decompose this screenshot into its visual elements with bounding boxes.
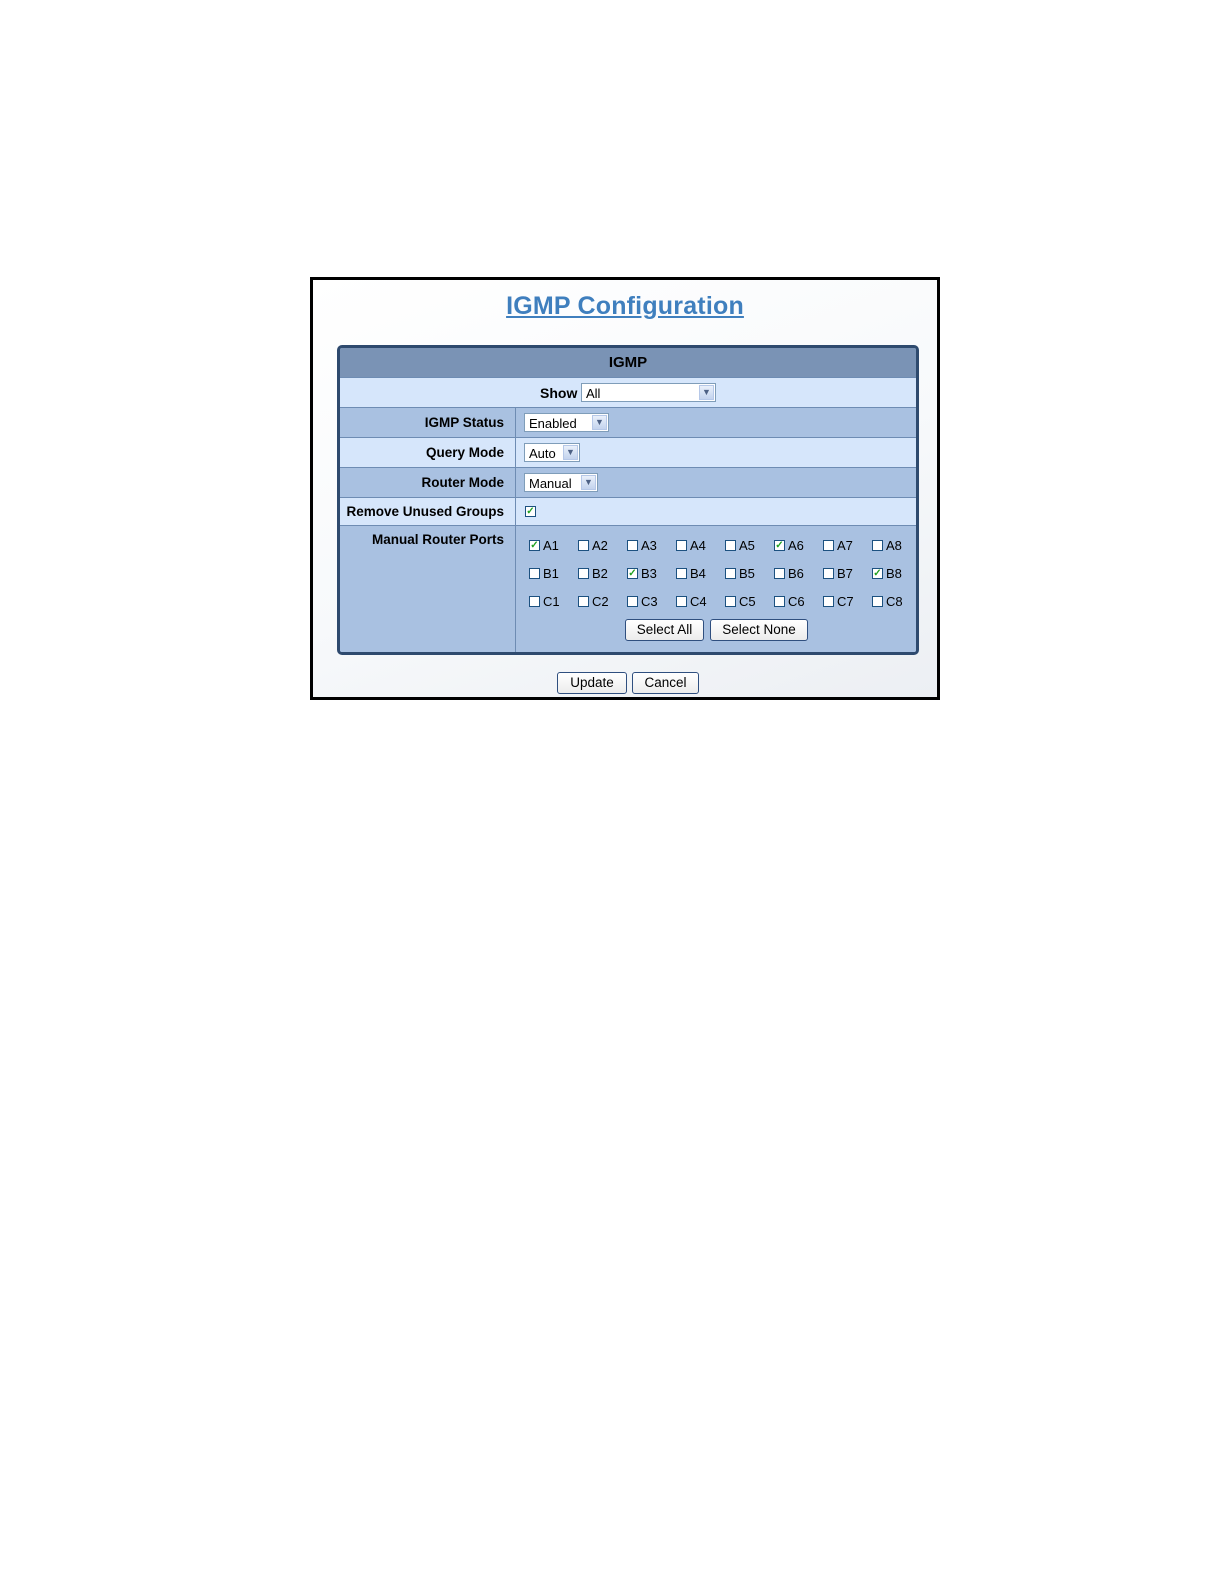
port-label: A8: [886, 538, 902, 553]
port-label: A2: [592, 538, 608, 553]
port-label: C8: [886, 594, 903, 609]
port-label: C3: [641, 594, 658, 609]
port-label: B6: [788, 566, 804, 581]
port-label: B3: [641, 566, 657, 581]
port-label: C7: [837, 594, 854, 609]
page-title: IGMP Configuration: [506, 292, 744, 320]
panel-header: IGMP: [340, 348, 916, 378]
port-checkbox[interactable]: ✓: [775, 540, 784, 551]
query-mode-row: [340, 438, 916, 468]
port-checkbox[interactable]: [676, 540, 687, 551]
port-label: A4: [690, 538, 706, 553]
port-checkbox[interactable]: [627, 540, 638, 551]
port-checkbox[interactable]: [676, 568, 687, 579]
igmp-status-row: [340, 408, 916, 438]
manual-router-ports-cell: [515, 526, 916, 652]
port-label: B7: [837, 566, 853, 581]
port-checkbox[interactable]: [823, 596, 834, 607]
igmp-status-select[interactable]: [524, 413, 609, 432]
port-checkbox[interactable]: [872, 596, 883, 607]
igmp-status-value: Enabled: [529, 416, 577, 431]
query-mode-cell: [515, 438, 916, 467]
remove-unused-groups-row: [340, 498, 916, 526]
chevron-down-icon: ▼: [581, 475, 596, 490]
cancel-button[interactable]: Cancel: [632, 672, 699, 694]
port-label: B1: [543, 566, 559, 581]
manual-router-ports-row: [340, 526, 916, 652]
port-checkbox[interactable]: [529, 568, 540, 579]
port-label: B8: [886, 566, 902, 581]
show-label: Show: [540, 385, 578, 401]
port-checkbox[interactable]: ✓: [873, 568, 882, 579]
port-label: A6: [788, 538, 804, 553]
igmp-panel: [337, 345, 919, 655]
port-checkbox[interactable]: [823, 568, 834, 579]
port-label: C4: [690, 594, 707, 609]
chevron-down-icon: ▼: [699, 385, 714, 400]
port-checkbox[interactable]: ✓: [628, 568, 637, 579]
port-checkbox[interactable]: [627, 596, 638, 607]
port-label: A3: [641, 538, 657, 553]
select-none-button[interactable]: Select None: [710, 619, 808, 641]
show-select[interactable]: [581, 383, 716, 402]
port-label: C5: [739, 594, 756, 609]
update-button[interactable]: Update: [557, 672, 627, 694]
router-mode-label: Router Mode: [421, 475, 504, 490]
router-mode-cell: [515, 468, 916, 497]
port-checkbox[interactable]: [872, 540, 883, 551]
port-checkbox[interactable]: [578, 596, 589, 607]
port-label: A1: [543, 538, 559, 553]
port-checkbox[interactable]: [529, 596, 540, 607]
manual-router-ports-label: Manual Router Ports: [371, 532, 504, 547]
port-label: B4: [690, 566, 706, 581]
port-label: C6: [788, 594, 805, 609]
port-label: A5: [739, 538, 755, 553]
port-checkbox[interactable]: ✓: [530, 540, 539, 551]
query-mode-select[interactable]: [524, 443, 580, 462]
port-checkbox[interactable]: [676, 596, 687, 607]
igmp-status-label: IGMP Status: [424, 415, 504, 430]
select-all-button[interactable]: Select All: [625, 619, 704, 641]
port-checkbox[interactable]: [578, 540, 589, 551]
show-row: [340, 378, 916, 408]
router-mode-row: [340, 468, 916, 498]
chevron-down-icon: ▼: [563, 445, 578, 460]
remove-unused-groups-checkbox[interactable]: ✓: [526, 506, 535, 517]
remove-unused-groups-label: Remove Unused Groups: [346, 504, 504, 519]
port-label: B5: [739, 566, 755, 581]
router-mode-value: Manual: [529, 476, 572, 491]
query-mode-value: Auto: [529, 446, 556, 461]
port-label: C1: [543, 594, 560, 609]
port-checkbox[interactable]: [823, 540, 834, 551]
port-checkbox[interactable]: [774, 596, 785, 607]
remove-unused-groups-cell: [515, 498, 916, 525]
port-checkbox[interactable]: [578, 568, 589, 579]
show-select-value: All: [586, 386, 601, 401]
chevron-down-icon: ▼: [592, 415, 607, 430]
port-label: A7: [837, 538, 853, 553]
port-label: C2: [592, 594, 609, 609]
query-mode-label: Query Mode: [425, 445, 504, 460]
port-label: B2: [592, 566, 608, 581]
router-mode-select[interactable]: [524, 473, 598, 492]
port-checkbox[interactable]: [774, 568, 785, 579]
igmp-status-cell: [515, 408, 916, 437]
port-checkbox[interactable]: [725, 596, 736, 607]
igmp-config-window: [310, 277, 940, 700]
port-checkbox[interactable]: [725, 568, 736, 579]
port-checkbox[interactable]: [725, 540, 736, 551]
